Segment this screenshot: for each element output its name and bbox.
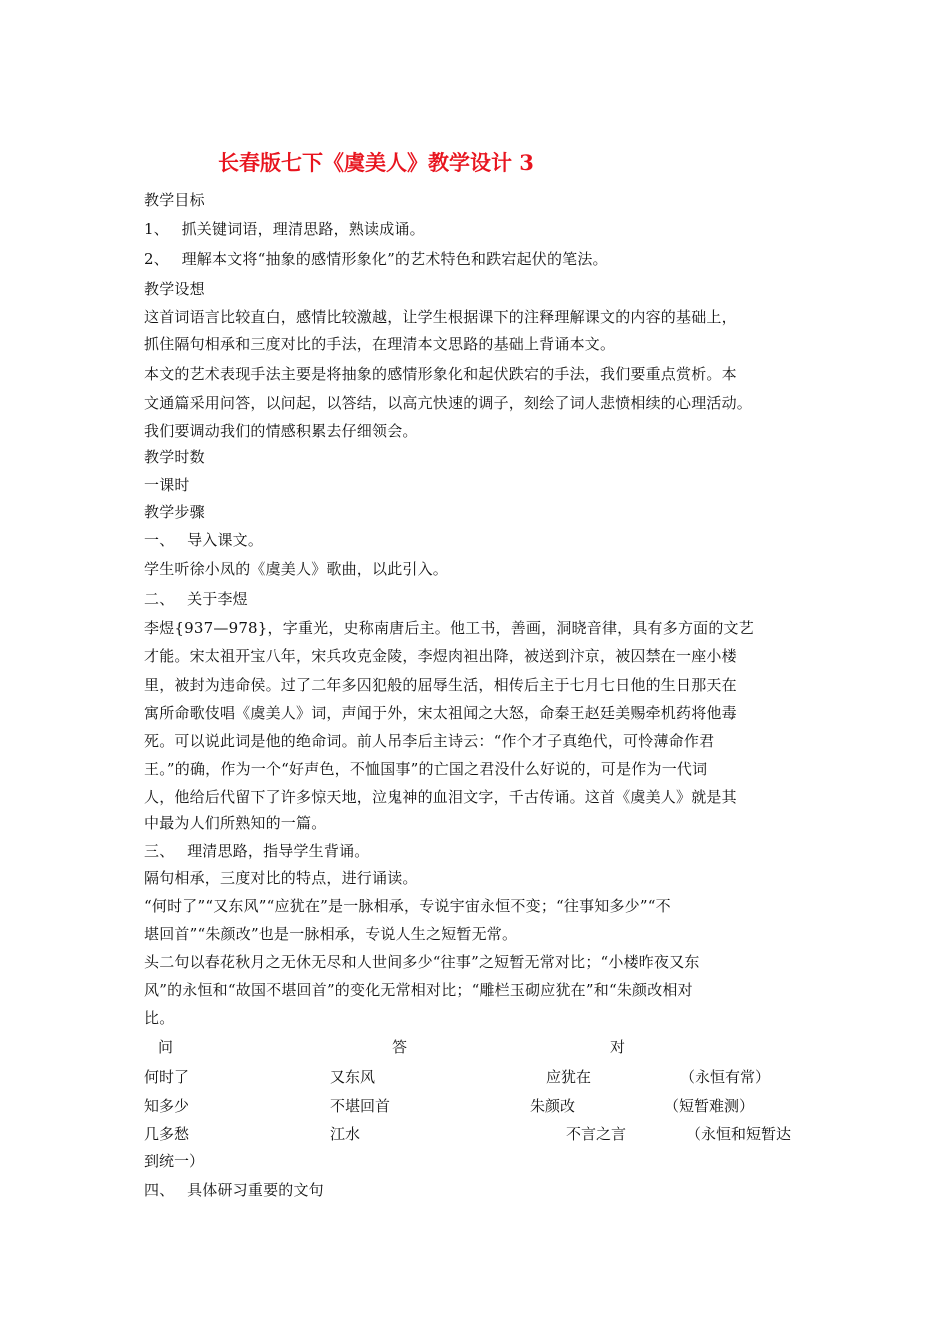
concept-line-2: 抓住隔句相承和三度对比的手法，在理清本文思路的基础上背诵本文。 <box>144 335 616 353</box>
table-cell: 不堪回首 <box>330 1097 391 1115</box>
table-cell-wrap: 到统一） <box>144 1152 205 1170</box>
table-header-question: 问 <box>158 1038 174 1056</box>
step-3-line-3: 堪回首”“朱颜改”也是一脉相承，专说人生之短暂无常。 <box>144 925 518 943</box>
table-header-answer: 答 <box>392 1038 408 1056</box>
concept-line-3: 本文的艺术表现手法主要是将抽象的感情形象化和起伏跌宕的手法，我们要重点赏析。本 <box>144 365 737 383</box>
li-yu-line-6: 王。”的确，作为一个“好声色，不恤国事”的亡国之君没什么好说的，可是作为一代词 <box>144 760 708 778</box>
li-yu-line-5: 死。可以说此词是他的绝命词。前人吊李后主诗云：“作个才子真绝代，可怜薄命作君 <box>144 732 715 750</box>
table-cell: 江水 <box>330 1125 361 1143</box>
table-cell: 不言之言 <box>566 1125 627 1143</box>
li-yu-line-1: 李煜{937—978}，字重光，史称南唐后主。他工书，善画，洞晓音律，具有多方面的文艺 <box>144 619 754 637</box>
step-1-heading: 一、 导入课文。 <box>144 531 264 549</box>
li-yu-line-2: 才能。宋太祖开宝八年，宋兵攻克金陵，李煜肉袒出降，被送到汴京，被囚禁在一座小楼 <box>144 647 737 665</box>
step-3-line-1: 隔句相承，三度对比的特点，进行诵读。 <box>144 869 418 887</box>
concept-line-4: 文通篇采用问答，以问起，以答结，以高亢快速的调子，刻绘了词人悲愤相续的心理活动。 <box>144 394 753 412</box>
table-cell: 朱颜改 <box>530 1097 576 1115</box>
hours-value: 一课时 <box>144 476 190 494</box>
objective-2: 2、 理解本文将“抽象的感情形象化”的艺术特色和跌宕起伏的笔法。 <box>144 250 608 268</box>
step-2-heading: 二、 关于李煜 <box>144 590 248 608</box>
table-cell: （短暂难测） <box>664 1097 755 1115</box>
objective-1: 1、 抓关键词语，理清思路，熟读成诵。 <box>144 220 425 238</box>
heading-objectives: 教学目标 <box>144 191 205 209</box>
heading-hours: 教学时数 <box>144 448 205 466</box>
heading-concept: 教学设想 <box>144 280 205 298</box>
table-cell: 何时了 <box>144 1068 190 1086</box>
concept-line-5: 我们要调动我们的情感积累去仔细领会。 <box>144 422 418 440</box>
step-3-heading: 三、 理清思路，指导学生背诵。 <box>144 842 370 860</box>
table-cell: （永恒有常） <box>680 1068 771 1086</box>
table-cell: 知多少 <box>144 1097 190 1115</box>
step-3-line-2: “何时了”“又东风”“应犹在”是一脉相承，专说宇宙永恒不变；“往事知多少”“不 <box>144 897 671 915</box>
step-3-line-6: 比。 <box>144 1009 175 1027</box>
document-title: 长春版七下《虞美人》教学设计 3 <box>218 150 534 175</box>
table-header-contrast: 对 <box>610 1038 626 1056</box>
step-4-heading: 四、 具体研习重要的文句 <box>144 1181 324 1199</box>
table-cell: （永恒和短暂达 <box>686 1125 792 1143</box>
step-1-text: 学生听徐小凤的《虞美人》歌曲，以此引入。 <box>144 560 449 578</box>
li-yu-line-4: 寓所命歌伎唱《虞美人》词，声闻于外，宋太祖闻之大怒，命秦王赵廷美赐牵机药将他毒 <box>144 704 737 722</box>
table-cell: 几多愁 <box>144 1125 190 1143</box>
step-3-line-4: 头二句以春花秋月之无休无尽和人世间多少“往事”之短暂无常对比；“小楼昨夜又东 <box>144 953 700 971</box>
li-yu-line-3: 里，被封为违命侯。过了二年多囚犯般的屈辱生活，相传后主于七月七日他的生日那天在 <box>144 676 737 694</box>
table-cell: 又东风 <box>330 1068 376 1086</box>
li-yu-line-8: 中最为人们所熟知的一篇。 <box>144 814 327 832</box>
table-cell: 应犹在 <box>546 1068 592 1086</box>
li-yu-line-7: 人，他给后代留下了许多惊天地，泣鬼神的血泪文字，千古传诵。这首《虞美人》就是其 <box>144 788 737 806</box>
heading-steps: 教学步骤 <box>144 503 205 521</box>
concept-line-1: 这首词语言比较直白，感情比较激越，让学生根据课下的注释理解课文的内容的基础上， <box>144 308 737 326</box>
step-3-line-5: 风”的永恒和“故国不堪回首”的变化无常相对比；“雕栏玉砌应犹在”和“朱颜改相对 <box>144 981 693 999</box>
